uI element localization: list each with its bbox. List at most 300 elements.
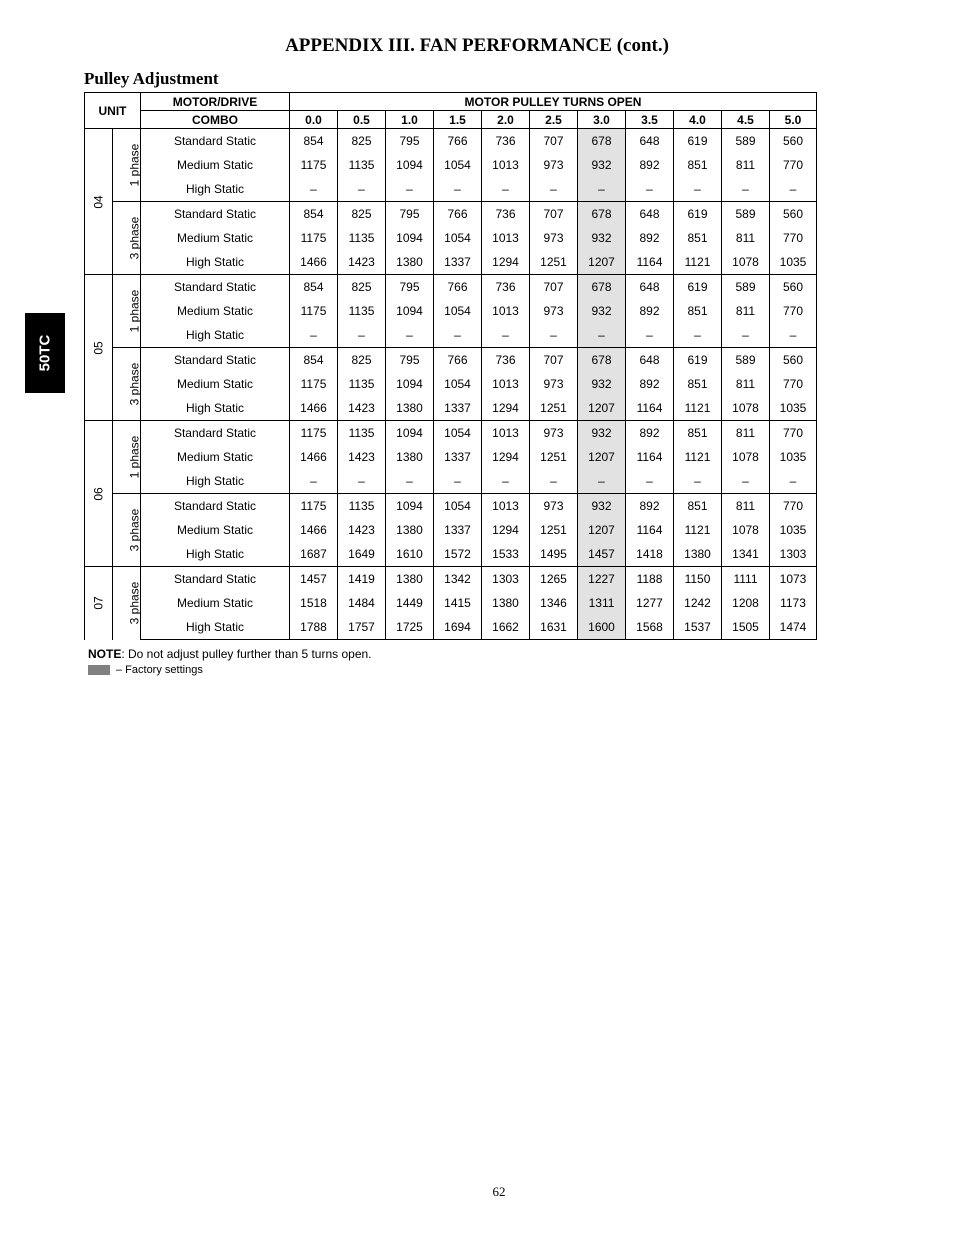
rpm-cell: 1631 xyxy=(530,615,578,640)
rpm-cell: 811 xyxy=(722,226,770,250)
rpm-cell: 1449 xyxy=(386,591,434,615)
table-row xyxy=(85,226,817,250)
header-turn-4.5: 4.5 xyxy=(722,111,770,129)
rpm-cell: 1337 xyxy=(434,445,482,469)
rpm-cell: 1662 xyxy=(482,615,530,640)
rpm-cell: 932 xyxy=(578,421,626,446)
rpm-cell: 892 xyxy=(626,372,674,396)
fan-performance-table xyxy=(84,92,817,640)
table-row xyxy=(85,445,817,469)
rpm-cell: 1474 xyxy=(770,615,817,640)
rpm-cell: 1466 xyxy=(290,250,338,275)
combo-cell: Medium Static xyxy=(141,153,290,177)
rpm-cell: 1380 xyxy=(386,250,434,275)
rpm-cell: 678 xyxy=(578,348,626,373)
rpm-cell: – xyxy=(386,323,434,348)
combo-cell: Standard Static xyxy=(141,494,290,519)
rpm-cell: 1251 xyxy=(530,396,578,421)
rpm-cell: 766 xyxy=(434,348,482,373)
rpm-cell: 1078 xyxy=(722,396,770,421)
rpm-cell: 707 xyxy=(530,275,578,300)
table-row xyxy=(85,542,817,567)
rpm-cell: 1466 xyxy=(290,396,338,421)
rpm-cell: 648 xyxy=(626,202,674,227)
note xyxy=(88,647,372,661)
rpm-cell: 1073 xyxy=(770,567,817,592)
phase-label: 3 phase xyxy=(127,581,142,625)
rpm-cell: 1418 xyxy=(626,542,674,567)
rpm-cell: 1495 xyxy=(530,542,578,567)
rpm-cell: 1188 xyxy=(626,567,674,592)
rpm-cell: 1572 xyxy=(434,542,482,567)
rpm-cell: 1380 xyxy=(674,542,722,567)
rpm-cell: 1380 xyxy=(386,518,434,542)
rpm-cell: 973 xyxy=(530,153,578,177)
note-label: NOTE xyxy=(88,647,122,661)
table-row xyxy=(85,615,817,640)
rpm-cell: 1078 xyxy=(722,518,770,542)
table-row xyxy=(85,202,817,227)
header-turns-open: MOTOR PULLEY TURNS OPEN xyxy=(290,93,817,111)
unit-cell xyxy=(85,567,113,640)
rpm-cell: 1457 xyxy=(290,567,338,592)
rpm-cell: 1175 xyxy=(290,421,338,446)
table-row xyxy=(85,591,817,615)
factory-setting-swatch xyxy=(88,665,110,675)
phase-label: 3 phase xyxy=(127,508,142,552)
rpm-cell: 1013 xyxy=(482,299,530,323)
rpm-cell: 1175 xyxy=(290,153,338,177)
rpm-cell: 1094 xyxy=(386,421,434,446)
rpm-cell: 1135 xyxy=(338,299,386,323)
rpm-cell: 770 xyxy=(770,421,817,446)
rpm-cell: – xyxy=(530,469,578,494)
rpm-cell: 589 xyxy=(722,202,770,227)
rpm-cell: 1600 xyxy=(578,615,626,640)
rpm-cell: – xyxy=(674,469,722,494)
table-row xyxy=(85,153,817,177)
rpm-cell: 1227 xyxy=(578,567,626,592)
rpm-cell: 1175 xyxy=(290,494,338,519)
rpm-cell: – xyxy=(674,177,722,202)
rpm-cell: – xyxy=(386,469,434,494)
combo-cell: Medium Static xyxy=(141,445,290,469)
rpm-cell: 1173 xyxy=(770,591,817,615)
rpm-cell: – xyxy=(338,323,386,348)
table-row xyxy=(85,372,817,396)
phase-label: 3 phase xyxy=(127,216,142,260)
header-motor-drive: MOTOR/DRIVE xyxy=(141,93,290,111)
rpm-cell: 854 xyxy=(290,129,338,154)
table-row xyxy=(85,494,817,519)
rpm-cell: – xyxy=(482,323,530,348)
rpm-cell: 851 xyxy=(674,494,722,519)
rpm-cell: 1419 xyxy=(338,567,386,592)
rpm-cell: 851 xyxy=(674,372,722,396)
rpm-cell: 678 xyxy=(578,202,626,227)
rpm-cell: 1277 xyxy=(626,591,674,615)
rpm-cell: 1533 xyxy=(482,542,530,567)
rpm-cell: 851 xyxy=(674,421,722,446)
rpm-cell: 1121 xyxy=(674,518,722,542)
rpm-cell: 1725 xyxy=(386,615,434,640)
phase-cell xyxy=(113,129,141,202)
rpm-cell: – xyxy=(626,469,674,494)
rpm-cell: 1035 xyxy=(770,445,817,469)
rpm-cell: – xyxy=(626,177,674,202)
rpm-cell: 973 xyxy=(530,494,578,519)
rpm-cell: 1484 xyxy=(338,591,386,615)
unit-label: 07 xyxy=(91,596,106,610)
rpm-cell: 1337 xyxy=(434,518,482,542)
rpm-cell: 1251 xyxy=(530,518,578,542)
rpm-cell: 795 xyxy=(386,348,434,373)
table-row xyxy=(85,469,817,494)
rpm-cell: 851 xyxy=(674,226,722,250)
rpm-cell: – xyxy=(290,177,338,202)
rpm-cell: – xyxy=(578,323,626,348)
phase-label: 1 phase xyxy=(127,435,142,479)
rpm-cell: 1303 xyxy=(770,542,817,567)
header-turn-2.5: 2.5 xyxy=(530,111,578,129)
rpm-cell: 973 xyxy=(530,372,578,396)
combo-cell: Standard Static xyxy=(141,348,290,373)
rpm-cell: 973 xyxy=(530,421,578,446)
rpm-cell: 1251 xyxy=(530,250,578,275)
rpm-cell: 1121 xyxy=(674,250,722,275)
rpm-cell: 892 xyxy=(626,153,674,177)
rpm-cell: 1094 xyxy=(386,299,434,323)
combo-cell: High Static xyxy=(141,469,290,494)
rpm-cell: 1135 xyxy=(338,153,386,177)
rpm-cell: – xyxy=(530,177,578,202)
rpm-cell: 795 xyxy=(386,275,434,300)
rpm-cell: 589 xyxy=(722,275,770,300)
rpm-cell: 1337 xyxy=(434,396,482,421)
rpm-cell: 736 xyxy=(482,129,530,154)
rpm-cell: 825 xyxy=(338,348,386,373)
table-row xyxy=(85,323,817,348)
rpm-cell: – xyxy=(770,323,817,348)
rpm-cell: – xyxy=(722,469,770,494)
rpm-cell: 1466 xyxy=(290,518,338,542)
rpm-cell: – xyxy=(722,177,770,202)
rpm-cell: 1207 xyxy=(578,396,626,421)
rpm-cell: – xyxy=(722,323,770,348)
rpm-cell: 736 xyxy=(482,202,530,227)
rpm-cell: 1207 xyxy=(578,250,626,275)
rpm-cell: 932 xyxy=(578,299,626,323)
rpm-cell: 1013 xyxy=(482,153,530,177)
rpm-cell: 854 xyxy=(290,348,338,373)
rpm-cell: 1078 xyxy=(722,250,770,275)
rpm-cell: 1457 xyxy=(578,542,626,567)
rpm-cell: – xyxy=(434,469,482,494)
rpm-cell: 1054 xyxy=(434,421,482,446)
rpm-cell: 1337 xyxy=(434,250,482,275)
rpm-cell: 678 xyxy=(578,129,626,154)
rpm-cell: 1294 xyxy=(482,518,530,542)
rpm-cell: 1568 xyxy=(626,615,674,640)
rpm-cell: 1035 xyxy=(770,518,817,542)
rpm-cell: 1423 xyxy=(338,518,386,542)
note-text: : Do not adjust pulley further than 5 turns open. xyxy=(121,647,372,661)
section-title: Pulley Adjustment xyxy=(84,69,219,88)
header-turn-3.0: 3.0 xyxy=(578,111,626,129)
rpm-cell: 1094 xyxy=(386,226,434,250)
rpm-cell: – xyxy=(434,177,482,202)
rpm-cell: 619 xyxy=(674,202,722,227)
phase-cell xyxy=(113,421,141,494)
rpm-cell: 1346 xyxy=(530,591,578,615)
header-turn-0.0: 0.0 xyxy=(290,111,338,129)
rpm-cell: 892 xyxy=(626,299,674,323)
rpm-cell: – xyxy=(338,469,386,494)
rpm-cell: 854 xyxy=(290,202,338,227)
rpm-cell: – xyxy=(482,177,530,202)
rpm-cell: 560 xyxy=(770,348,817,373)
rpm-cell: 1537 xyxy=(674,615,722,640)
combo-cell: High Static xyxy=(141,615,290,640)
table-row xyxy=(85,129,817,154)
header-unit: UNIT xyxy=(85,93,141,129)
header-turn-1.5: 1.5 xyxy=(434,111,482,129)
rpm-cell: 1013 xyxy=(482,494,530,519)
rpm-cell: 619 xyxy=(674,129,722,154)
rpm-cell: – xyxy=(530,323,578,348)
rpm-cell: 851 xyxy=(674,153,722,177)
rpm-cell: 825 xyxy=(338,275,386,300)
rpm-cell: 1208 xyxy=(722,591,770,615)
rpm-cell: 1649 xyxy=(338,542,386,567)
rpm-cell: 1311 xyxy=(578,591,626,615)
rpm-cell: 854 xyxy=(290,275,338,300)
table-row xyxy=(85,348,817,373)
rpm-cell: 1135 xyxy=(338,226,386,250)
rpm-cell: 736 xyxy=(482,348,530,373)
combo-cell: High Static xyxy=(141,542,290,567)
rpm-cell: 1294 xyxy=(482,250,530,275)
rpm-cell: 1380 xyxy=(386,567,434,592)
rpm-cell: 932 xyxy=(578,226,626,250)
rpm-cell: 707 xyxy=(530,202,578,227)
table-row xyxy=(85,177,817,202)
rpm-cell: 973 xyxy=(530,299,578,323)
rpm-cell: 1121 xyxy=(674,445,722,469)
rpm-cell: 1265 xyxy=(530,567,578,592)
combo-cell: Standard Static xyxy=(141,202,290,227)
rpm-cell: 811 xyxy=(722,421,770,446)
table-row xyxy=(85,275,817,300)
phase-label: 3 phase xyxy=(127,362,142,406)
rpm-cell: 811 xyxy=(722,299,770,323)
rpm-cell: 1150 xyxy=(674,567,722,592)
rpm-cell: – xyxy=(578,177,626,202)
table-row xyxy=(85,299,817,323)
rpm-cell: 736 xyxy=(482,275,530,300)
table-row xyxy=(85,250,817,275)
rpm-cell: – xyxy=(770,177,817,202)
phase-cell xyxy=(113,202,141,275)
rpm-cell: – xyxy=(290,469,338,494)
rpm-cell: 1423 xyxy=(338,445,386,469)
rpm-cell: – xyxy=(290,323,338,348)
page-title: APPENDIX III. FAN PERFORMANCE (cont.) xyxy=(285,35,669,56)
rpm-cell: 1094 xyxy=(386,372,434,396)
combo-cell: Standard Static xyxy=(141,129,290,154)
rpm-cell: 811 xyxy=(722,372,770,396)
rpm-cell: 678 xyxy=(578,275,626,300)
rpm-cell: 1054 xyxy=(434,494,482,519)
combo-cell: High Static xyxy=(141,323,290,348)
rpm-cell: 1505 xyxy=(722,615,770,640)
unit-cell xyxy=(85,421,113,567)
rpm-cell: 707 xyxy=(530,348,578,373)
combo-cell: Medium Static xyxy=(141,518,290,542)
rpm-cell: 1121 xyxy=(674,396,722,421)
unit-label: 05 xyxy=(91,340,106,355)
rpm-cell: 825 xyxy=(338,129,386,154)
rpm-cell: 766 xyxy=(434,202,482,227)
rpm-cell: 1035 xyxy=(770,396,817,421)
rpm-cell: 1757 xyxy=(338,615,386,640)
rpm-cell: 932 xyxy=(578,153,626,177)
unit-label: 04 xyxy=(91,194,106,209)
rpm-cell: 1207 xyxy=(578,445,626,469)
side-tab-label: 50TC xyxy=(36,334,54,372)
rpm-cell: 1242 xyxy=(674,591,722,615)
rpm-cell: – xyxy=(434,323,482,348)
rpm-cell: 1380 xyxy=(386,445,434,469)
phase-cell xyxy=(113,348,141,421)
combo-cell: Medium Static xyxy=(141,591,290,615)
legend-text: – Factory settings xyxy=(116,664,203,676)
rpm-cell: 892 xyxy=(626,421,674,446)
rpm-cell: 560 xyxy=(770,129,817,154)
rpm-cell: 811 xyxy=(722,153,770,177)
rpm-cell: 1094 xyxy=(386,153,434,177)
side-tab xyxy=(25,313,65,393)
rpm-cell: 1610 xyxy=(386,542,434,567)
rpm-cell: 1013 xyxy=(482,226,530,250)
rpm-cell: 1207 xyxy=(578,518,626,542)
rpm-cell: 770 xyxy=(770,299,817,323)
rpm-cell: 648 xyxy=(626,129,674,154)
rpm-cell: 1111 xyxy=(722,567,770,592)
rpm-cell: 1135 xyxy=(338,494,386,519)
rpm-cell: 973 xyxy=(530,226,578,250)
rpm-cell: 932 xyxy=(578,372,626,396)
combo-cell: Standard Static xyxy=(141,567,290,592)
rpm-cell: 589 xyxy=(722,348,770,373)
rpm-cell: – xyxy=(386,177,434,202)
rpm-cell: – xyxy=(674,323,722,348)
header-turn-4.0: 4.0 xyxy=(674,111,722,129)
combo-cell: Medium Static xyxy=(141,299,290,323)
rpm-cell: – xyxy=(770,469,817,494)
table-row xyxy=(85,421,817,446)
rpm-cell: 932 xyxy=(578,494,626,519)
rpm-cell: 1054 xyxy=(434,226,482,250)
rpm-cell: 811 xyxy=(722,494,770,519)
rpm-cell: 1518 xyxy=(290,591,338,615)
rpm-cell: 1013 xyxy=(482,421,530,446)
combo-cell: Standard Static xyxy=(141,421,290,446)
combo-cell: Medium Static xyxy=(141,372,290,396)
combo-cell: High Static xyxy=(141,250,290,275)
rpm-cell: 1054 xyxy=(434,372,482,396)
table-row xyxy=(85,518,817,542)
phase-label: 1 phase xyxy=(127,143,142,187)
rpm-cell: 1035 xyxy=(770,250,817,275)
rpm-cell: 1164 xyxy=(626,518,674,542)
rpm-cell: 1380 xyxy=(482,591,530,615)
rpm-cell: 795 xyxy=(386,129,434,154)
combo-cell: High Static xyxy=(141,396,290,421)
rpm-cell: 766 xyxy=(434,275,482,300)
rpm-cell: 1342 xyxy=(434,567,482,592)
rpm-cell: 1466 xyxy=(290,445,338,469)
rpm-cell: 766 xyxy=(434,129,482,154)
rpm-cell: 1423 xyxy=(338,396,386,421)
combo-cell: Medium Static xyxy=(141,226,290,250)
rpm-cell: 1054 xyxy=(434,153,482,177)
rpm-cell: 1341 xyxy=(722,542,770,567)
rpm-cell: 1687 xyxy=(290,542,338,567)
legend xyxy=(88,664,203,676)
phase-cell xyxy=(113,494,141,567)
unit-label: 06 xyxy=(91,486,106,501)
rpm-cell: 589 xyxy=(722,129,770,154)
rpm-cell: 1175 xyxy=(290,299,338,323)
rpm-cell: 648 xyxy=(626,348,674,373)
rpm-cell: 1013 xyxy=(482,372,530,396)
rpm-cell: 1788 xyxy=(290,615,338,640)
rpm-cell: 619 xyxy=(674,275,722,300)
rpm-cell: 1164 xyxy=(626,445,674,469)
rpm-cell: 1164 xyxy=(626,250,674,275)
header-turn-5.0: 5.0 xyxy=(770,111,817,129)
rpm-cell: 1135 xyxy=(338,372,386,396)
rpm-cell: 1164 xyxy=(626,396,674,421)
rpm-cell: 1423 xyxy=(338,250,386,275)
rpm-cell: 1078 xyxy=(722,445,770,469)
rpm-cell: 1251 xyxy=(530,445,578,469)
rpm-cell: – xyxy=(482,469,530,494)
rpm-cell: 1294 xyxy=(482,396,530,421)
header-turn-1.0: 1.0 xyxy=(386,111,434,129)
rpm-cell: 825 xyxy=(338,202,386,227)
rpm-cell: – xyxy=(626,323,674,348)
header-turn-0.5: 0.5 xyxy=(338,111,386,129)
header-turn-2.0: 2.0 xyxy=(482,111,530,129)
unit-cell xyxy=(85,275,113,421)
rpm-cell: 892 xyxy=(626,226,674,250)
rpm-cell: 1054 xyxy=(434,299,482,323)
rpm-cell: 1294 xyxy=(482,445,530,469)
rpm-cell: 560 xyxy=(770,202,817,227)
combo-cell: High Static xyxy=(141,177,290,202)
rpm-cell: 648 xyxy=(626,275,674,300)
phase-label: 1 phase xyxy=(127,289,142,333)
table-row xyxy=(85,567,817,592)
rpm-cell: 770 xyxy=(770,153,817,177)
rpm-cell: 770 xyxy=(770,226,817,250)
header-turn-3.5: 3.5 xyxy=(626,111,674,129)
header-combo: COMBO xyxy=(141,111,290,129)
rpm-cell: 1175 xyxy=(290,372,338,396)
unit-cell xyxy=(85,129,113,275)
